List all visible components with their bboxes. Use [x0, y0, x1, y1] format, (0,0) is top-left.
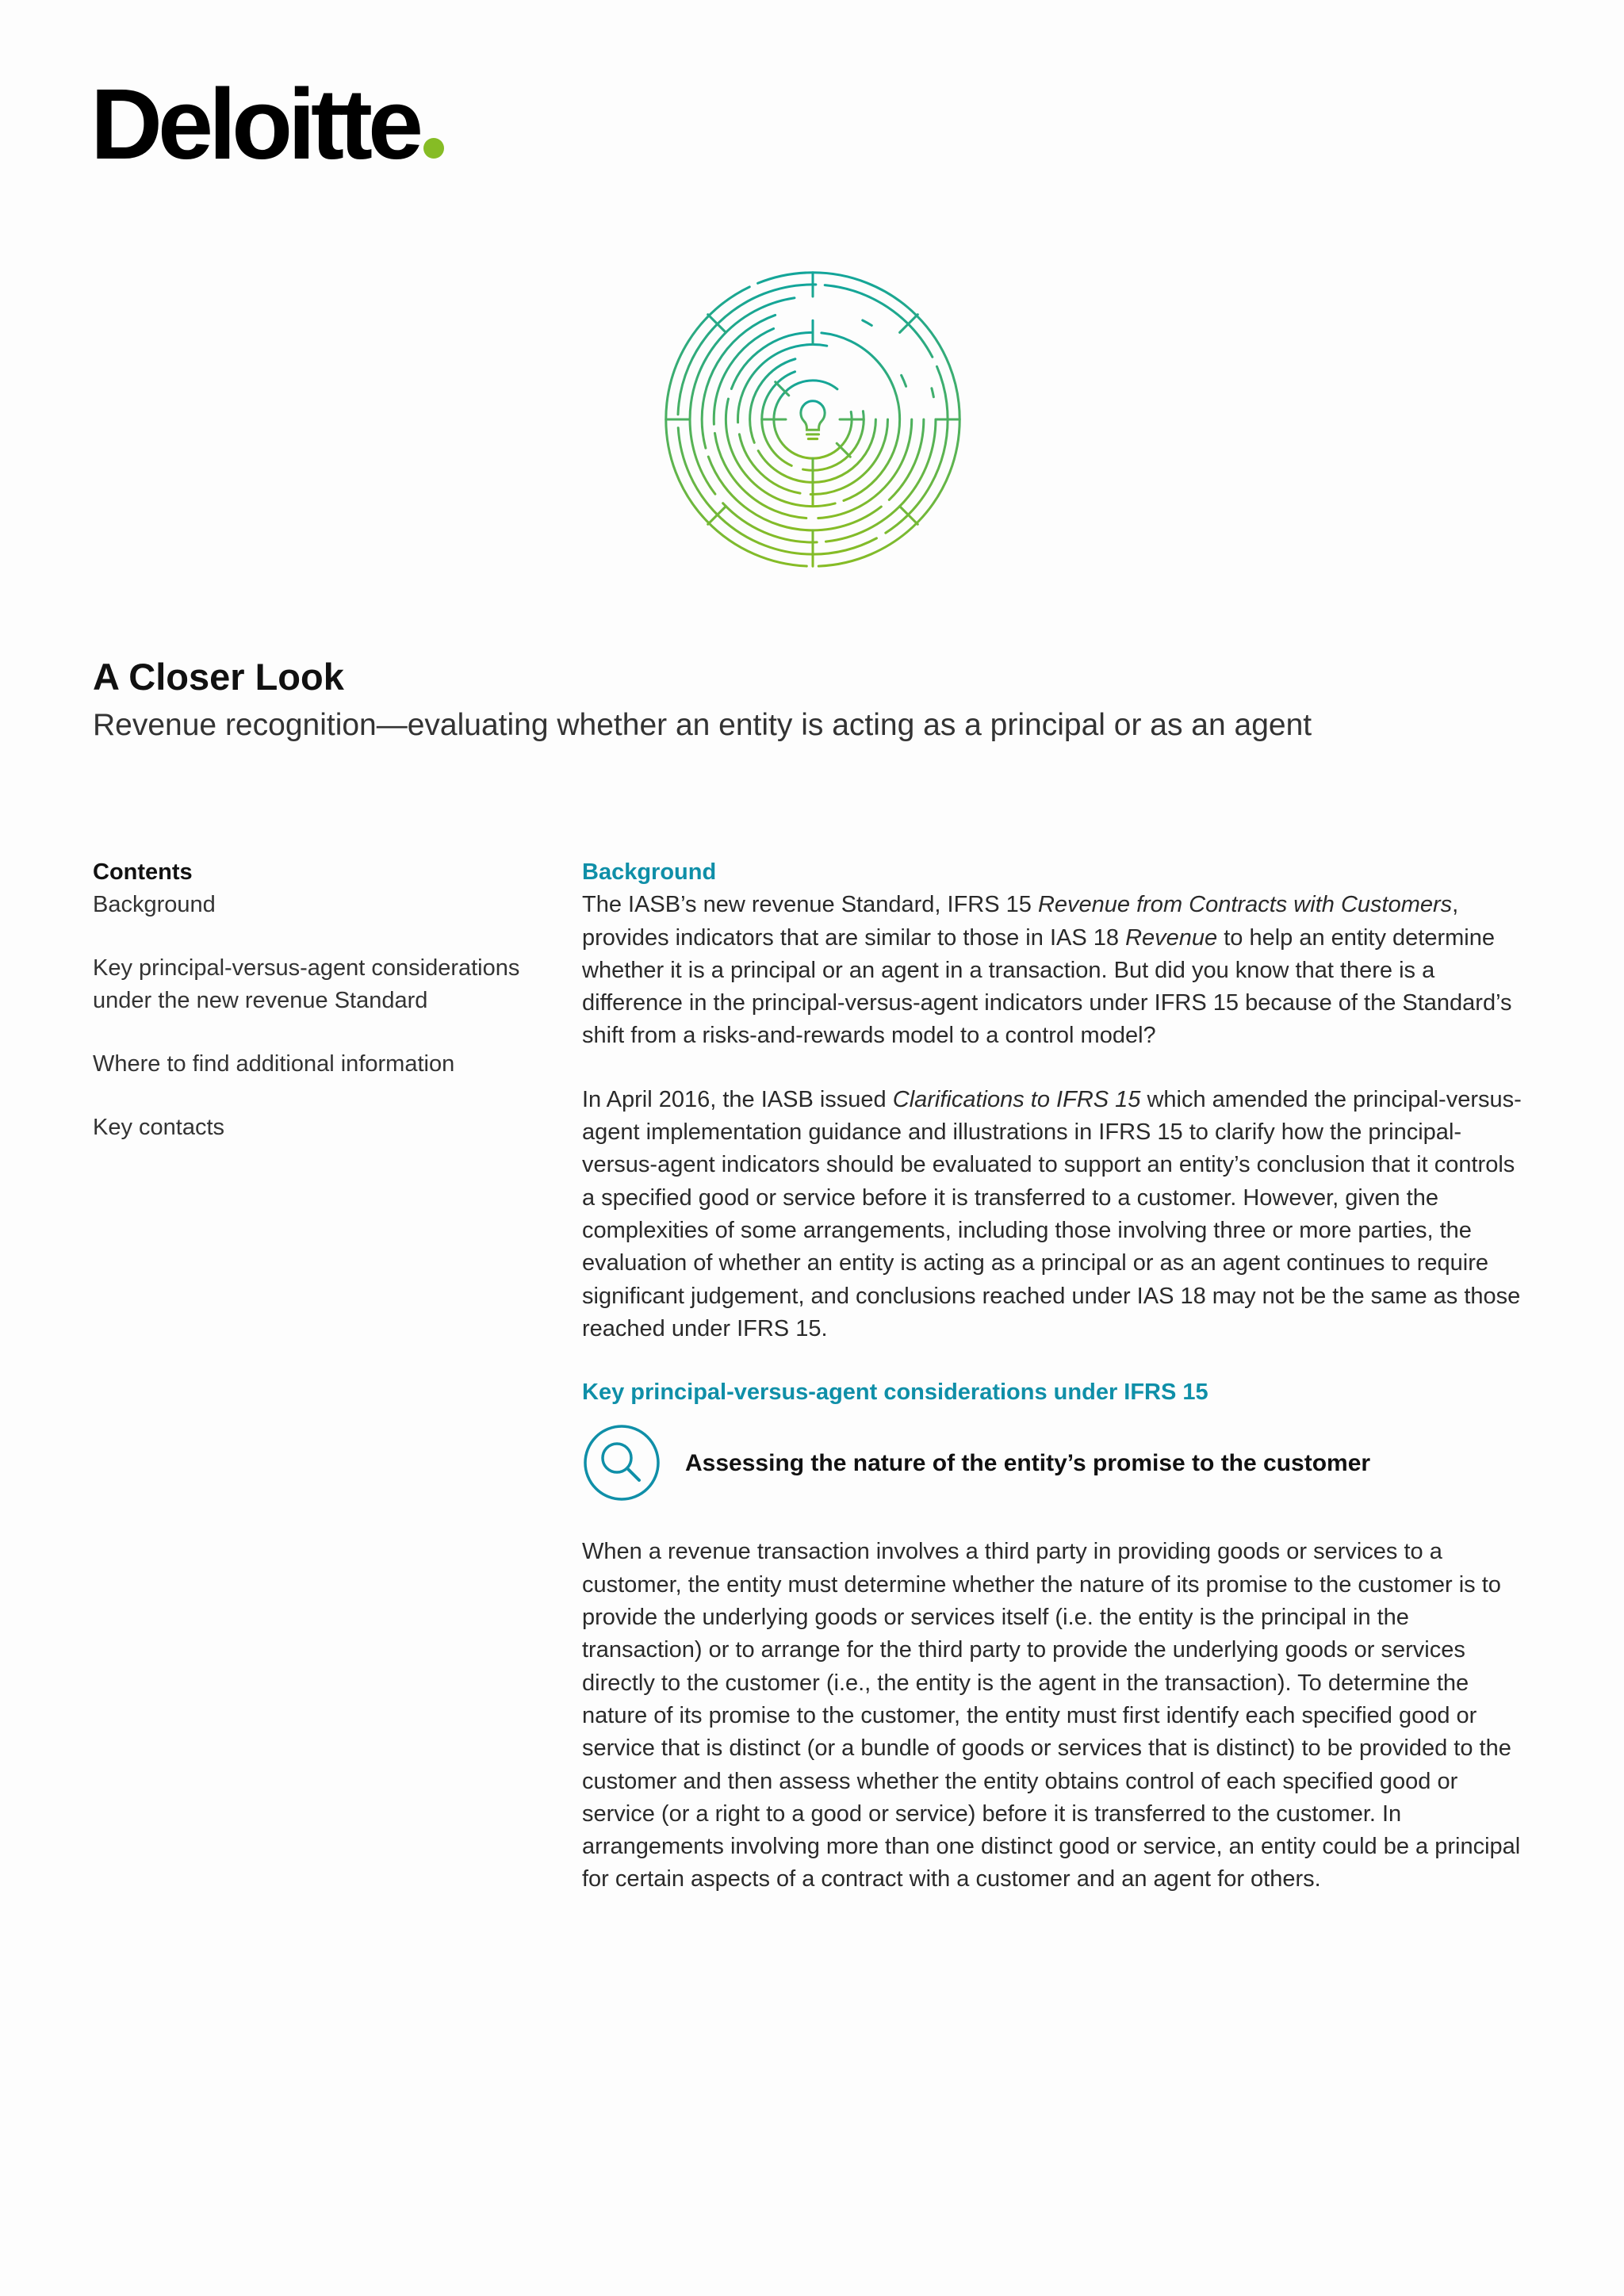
background-heading: Background [582, 859, 717, 885]
contents-heading: Contents [93, 859, 193, 885]
text-run: , provides indicators that are similar to those in IAS 18 [582, 892, 1459, 951]
contents-link-key-considerations[interactable]: Key principal-versus-agent considerations under the new revenue Standard [93, 955, 520, 1013]
main-content [582, 856, 1526, 1927]
text-run: to help an entity determine whether it is a principal or an agent in a transaction. But did you know that there is a difference in the principal-versus-agent indicators under IFRS 15 because of the Standard’s shift from a risks-and-rewards model to a control model? [582, 924, 1512, 1049]
page-subtitle: Revenue recognition—evaluating whether an entity is acting as a principal or as an agent [93, 708, 1312, 742]
logo-text: Deloitte [90, 68, 419, 180]
nature-of-promise-paragraph: When a revenue transaction involves a third party in providing goods or services to a customer, the entity must determine whether the nature of its promise to the customer is to provide the underlying goods or services itself (i.e. the entity is the principal in the transaction) or to arrange for the third party to provide the underlying goods or services directly to the customer (i.e., the entity is the agent in the transaction). To determine the nature of its promise to the customer, the entity must first identify each specified good or service that is distinct (or a bundle of goods or services that is distinct) to be provided to the customer and then assess whether the entity obtains control of each specified good or service (or a right to a good or service) before it is transferred to the customer. In arrangements involving more than one distinct good or service, an entity could be a principal for certain aspects of a contract with a customer and an agent for others. [582, 1539, 1521, 1892]
maze-lightbulb-icon [663, 270, 963, 569]
key-considerations-heading: Key principal-versus-agent considerations under IFRS 15 [582, 1380, 1208, 1406]
page-title: A Closer Look [93, 656, 344, 698]
background-paragraph-1 [582, 889, 1526, 1052]
contents-link-key-contacts[interactable]: Key contacts [93, 1115, 225, 1140]
callout-nature-of-promise [582, 1423, 1526, 1502]
logo-dot-icon [423, 138, 444, 159]
deloitte-logo [90, 68, 444, 180]
italic-title: Revenue from Contracts with Customers [1037, 892, 1453, 918]
contents-sidebar [93, 856, 537, 1175]
text-run: which amended the principal-versus-agent implementation guidance and illustrations in IFRS 15 to clarify how the principal-versus-agent indicators should be evaluated to support an entity’s conclusion that it controls a specified good or service before it is transferred to a customer. However, given the complexities of some arrangements, including those involving three or more parties, the evaluation of whether an entity is acting as a principal or as an agent continues to require significant judgement, and conclusions reached under IAS 18 may not be the same as those reached under IFRS 15. [582, 1086, 1522, 1341]
callout-heading: Assessing the nature of the entity’s promise to the customer [685, 1449, 1371, 1476]
text-run: In April 2016, the IASB issued [582, 1086, 893, 1112]
italic-title: Clarifications to IFRS 15 [892, 1086, 1141, 1112]
italic-title: Revenue [1125, 924, 1218, 951]
background-paragraph-2 [582, 1084, 1526, 1345]
text-run: The IASB’s new revenue Standard, IFRS 15 [582, 892, 1038, 918]
magnifier-icon [582, 1423, 661, 1502]
contents-link-background[interactable]: Background [93, 892, 216, 917]
contents-link-additional-information[interactable]: Where to find additional information [93, 1051, 455, 1077]
